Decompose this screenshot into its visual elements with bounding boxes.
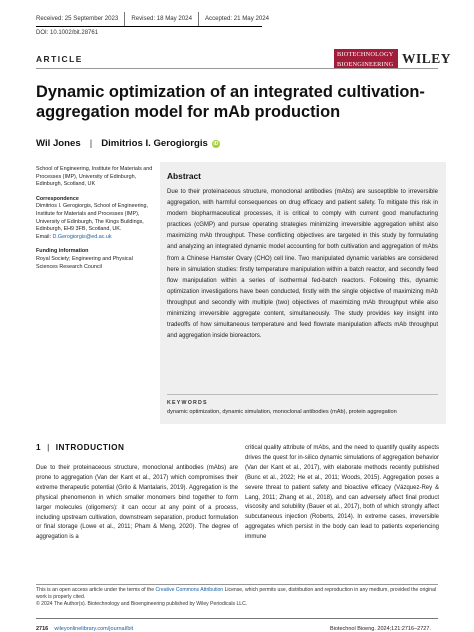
license-suffix: License, which permits use, distribution and reproduction in any medium, provided the original work is properly cited. xyxy=(36,587,437,600)
page-footer-left xyxy=(36,626,133,632)
correspondence-text: Dimitrios I. Gerogiorgis, School of Engineering, Institute for Materials and Processes (IMP), University of Edinburgh, The Kings Buildings, Edinburgh, EH9 3FB, Scotland, UK. xyxy=(36,203,149,233)
section-title: INTRODUCTION xyxy=(55,443,125,452)
author-1[interactable]: Wil Jones xyxy=(36,138,81,149)
journal-logo-line2: BIOENGINEERING xyxy=(337,61,394,68)
journal-url[interactable]: wileyonlinelibrary.com/journal/bit xyxy=(54,626,134,632)
abstract-heading: Abstract xyxy=(167,171,201,181)
received-date: Received: 25 September 2023 xyxy=(36,12,125,26)
email-label: Email: xyxy=(36,233,53,240)
page-number: 2716 xyxy=(36,626,49,632)
section-number: 1 xyxy=(36,443,42,452)
header-divider xyxy=(36,68,438,69)
section-heading xyxy=(36,443,124,452)
abstract-text: Due to their proteinaceous structure, monoclonal antibodies (mAbs) are susceptible to irreversible aggregation, with harmful consequences on drug efficacy and patient safety. To mitigate this risk in modern biopharmaceutical processes, it is critical to comply with current good manufacturing practices (cGMP) and pursue operating strategies minimizing irreversible aggregation whilst also maximizing mAb throughput. These conflicting objectives are targeted in this study by formulating and analyzing an integrated dynamic model accounting for both cultivation and aggregation of mAbs from a Chinese Hamster Ovary (CHO) cell line. Two manipulated dynamic variables are considered here in simulation studies: firstly temperature manipulation within a batch reactor, and secondly feed flow manipulation within a series of isothermal fed-batch reactors. Following this, dynamic optimization investigations have been conducted, firstly with the single objective of maximizing mAb throughput and secondly with multiple (two) objectives of maximizing mAb throughput while also minimizing irreversible aggregate content, simultaneously. The study provides key insight into tradeoffs of how simultaneous temperature and feed flowrate manipulation affects mAb throughput and aggregation inside bioreactors. xyxy=(167,189,438,340)
revised-date: Revised: 18 May 2024 xyxy=(131,12,199,26)
affiliation-column xyxy=(36,166,154,278)
keywords-heading: KEYWORDS xyxy=(167,400,208,406)
copyright-text: © 2024 The Author(s). Biotechnology and Bioengineering published by Wiley Periodicals LLC. xyxy=(36,600,248,607)
paper-title: Dynamic optimization of an integrated cultivation-aggregation model for mAb production xyxy=(36,83,425,121)
page-bottom-divider xyxy=(36,618,438,619)
publisher-logo[interactable]: WILEY xyxy=(402,51,452,66)
article-type-label: ARTICLE xyxy=(36,54,83,64)
funding-block xyxy=(36,248,154,271)
journal-logo[interactable] xyxy=(334,49,398,68)
body-text-left: Due to their proteinaceous structure, monoclonal antibodies (mAbs) are prone to aggregation (Van der Kant et al., 2017) which compromises their extreme therapeutic potential (Grilo & Mantalaris, 2019). Aggregation is the physical phenomenon in which smaller monomers bind together to form larger molecules (oligomers): it can occur at any point of a process, including upstream cultivation, downstream separation, product formulation or final storage (Lowe et al., 2011; Pham & Meng, 2020). The degree of aggregation is a xyxy=(36,465,238,541)
license-footnote xyxy=(36,587,438,608)
accepted-date: Accepted: 21 May 2024 xyxy=(204,15,269,22)
license-prefix: This is an open access article under the terms of the xyxy=(36,587,156,593)
email-link[interactable]: D.Gerogiorgis@ed.ac.uk xyxy=(52,233,112,240)
author-2[interactable]: Dimitrios I. Gerogiorgis xyxy=(101,138,208,149)
body-text-right: critical quality attribute of mAbs, and the need to quantify quality aspects drives the quest for in-silico dynamic simulations of aggregation behavior (Van der Kant et al., 2017), with elaborate methods recently published (Bunc et al., 2022; He et al., 2011; Woods, 2015). Aggregation poses a severe threat to patient safety and bioactive efficacy (Vázquez-Rey & Lang, 2011; Zhang et al., 2018), and can adversely affect final product viscosity and solubility (Bauer et al., 2017), both of which strongly affect subcutaneous injection (Roberts, 2014). In extreme cases, irreversible aggregates which persist in the body can lead to patients experiencing immune xyxy=(245,445,439,541)
section-separator: | xyxy=(47,443,50,452)
funding-heading: Funding information xyxy=(36,248,89,255)
correspondence-block xyxy=(36,196,154,242)
funding-text: Royal Society; Engineering and Physical Sciences Research Council xyxy=(36,255,133,270)
affiliation: School of Engineering, Institute for Materials and Processes (IMP), University of Edinburgh, Edinburgh, Scotland, UK xyxy=(36,166,153,188)
footnote-divider xyxy=(36,584,438,585)
doi[interactable]: DOI: 10.1002/bit.28761 xyxy=(36,30,99,36)
keywords-divider xyxy=(167,394,438,395)
keywords-list: dynamic optimization, dynamic simulation, monoclonal antibodies (mAb), protein aggregation xyxy=(167,409,397,415)
citation-line: Biotechnol Bioeng. 2024;121:2716–2727. xyxy=(330,626,431,632)
author-line xyxy=(36,138,220,149)
abstract-box xyxy=(160,162,446,424)
author-separator: | xyxy=(89,138,93,149)
correspondence-heading: Correspondence xyxy=(36,195,79,202)
journal-logo-line1: BIOTECHNOLOGY xyxy=(337,51,394,58)
license-link[interactable]: Creative Commons Attribution xyxy=(155,587,224,593)
dates-bar xyxy=(36,12,269,27)
orcid-icon[interactable]: iD xyxy=(213,140,219,147)
